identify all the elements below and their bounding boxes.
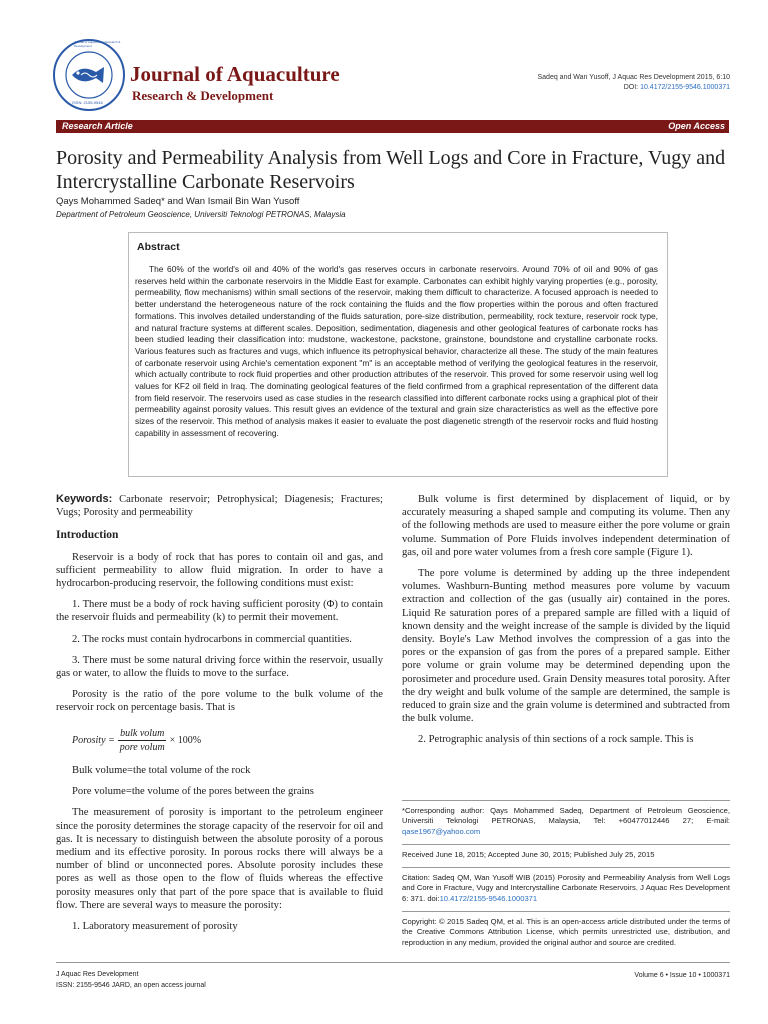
petrographic-analysis-item: 2. Petrographic analysis of thin sections of a rock sample. This is — [418, 734, 694, 746]
footer-volume: Volume 6 • Issue 10 • 1000371 — [634, 972, 730, 979]
formula-fraction — [118, 727, 167, 754]
abstract-heading: Abstract — [137, 241, 180, 253]
pore-volume-definition: Pore volume=the volume of the pores between the grains — [72, 786, 314, 798]
correspondence-block — [402, 800, 730, 955]
citation — [402, 873, 730, 904]
formula-lhs: Porosity = — [72, 734, 115, 746]
header-citation: Sadeq and Wan Yusoff, J Aquac Res Development 2015, 6:10 — [537, 74, 730, 81]
copyright-notice: Copyright: © 2015 Sadeq QM, et al. This is an open-access article distributed under the terms of the Creative Commons Attribution License, which permits unrestricted use, distribution, and reproduction in any medium, provided the original author and source are credited. — [402, 917, 730, 947]
keywords-label: Keywords: — [56, 493, 113, 505]
received-dates: Received June 18, 2015; Accepted June 30, 2015; Published July 25, 2015 — [402, 849, 655, 859]
citation-text: Citation: Sadeq QM, Wan Yusoff WIB (2015) Porosity and Permeability Analysis from Well Logs and Core in Fracture, Vugy and Intercrystalline Carbonate Reservoirs. J Aquac Res Development 6: 371. doi: — [402, 873, 730, 903]
bulk-volume-paragraph: Bulk volume is first determined by displacement of liquid, or by accurately measuring a shaped sample and computing its volume. Then any of the following methods are used to measure either the pore volume or grain volume. Summation of Pore Fluids involves independent determination of gas, oil and pore water volumes from a fresh core sample (Figure 1). — [402, 494, 730, 558]
citation-doi-link[interactable]: 10.4172/2155-9546.1000371 — [439, 893, 538, 903]
article-title: Porosity and Permeability Analysis from Well Logs and Core in Fracture, Vugy and Intercrystalline Carbonate Reservoirs — [56, 147, 726, 193]
bulk-volume-definition: Bulk volume=the total volume of the rock — [72, 765, 251, 777]
article-authors: Qays Mohammed Sadeq* and Wan Ismail Bin Wan Yusoff — [56, 196, 300, 207]
abstract-text: The 60% of the world's oil and 40% of the world's gas reserves occurs in carbonate reservoirs. Around 70% of oil and 90% of gas reserves held within the carbonate reservoirs in the Middle East for example. Carbonates can exhibit highly varying properties (e.g., porosity, permeability, flow mechanisms) within small sections of the reservoir, making them difficult to characterize. A focused approach is needed to better understand the heterogeneous nature of the rock containing the fluids and the flow properties within the porous and often fractured formations. This involves detailed understanding of the fluids saturation, pore-size distribution, permeability, rock texture, reservoir rock type, and natural fracture systems at different scales. Deposition, sedimentation, diagenesis and other geological features of carbonate rocks has been studied leading their classification into: mudstone, wackestone, packstone, grainstone, boundstone and crystalline carbonate rocks. Various features such as fractures and vugs, which influence its petrophysical behavior, characterize all these. The study of the main features of carbonate reservoir using Archie's cementation exponent "m" is an acceptable method of verifying the geological features in the reservoir, which actually contribute to rock fluid properties and other production attributes of the reservoir. This proved for some reservoir using well log values for KF2 oil field in Iraq. The dominating geological features of the field confirmed from a graphical representation of the different data from field reservoir. The reservoirs used as case studies in the research classified into different carbonate rocks using a graphical plot of their permeability against porosity values. This result gives an evidence of the textural and grain size characteristics as well as the effective pore sizes of the reservoir. This method of analysis makes it easier to evaluate the post diagenetic strength of the reservoir rocks and fluid hosting capability in assessment of recovering. — [135, 264, 658, 438]
header-doi — [624, 84, 730, 91]
intro-condition-1: 1. There must be a body of rock having sufficient porosity (Φ) to contain the reservoir fluids and permeability (k) to permit their movement. — [56, 599, 383, 624]
dates-divider — [402, 844, 730, 845]
journal-logo — [52, 38, 126, 112]
intro-condition-3: 3. There must be some natural driving force within the reservoir, usually gas or water, to allow the fluids to move to the surface. — [56, 654, 383, 680]
footer-journal: J Aquac Res Development — [56, 971, 139, 978]
left-column — [56, 493, 383, 941]
pore-volume-paragraph: The pore volume is determined by adding up the three independent volumes. Washburn-Bunting method measures pore volume by vacuum extraction and collection of the gas (usually air) contained in the pores. Liquid Re saturation pores of a prepared sample are filled with a liquid of known density and the weight increase of the sample is divided by the liquid density. Boyle's Law Method involves the compression of a gas into the pores or the expansion of gas from the pores of a prepared sample. Either pore volume or grain volume may be determined depending upon the porosimeter and procedure used. Grain Density measures total porosity. After the dry weight and bulk volume of the sample are determined, the sample is reduced to grain size and the grain volume is determined and subtracted from the bulk volume. — [402, 568, 730, 725]
porosity-formula — [72, 727, 383, 754]
logo-issn: ISSN: 2155-9546 — [72, 100, 103, 105]
keywords — [56, 493, 383, 519]
intro-condition-2: 2. The rocks must contain hydrocarbons in commercial quantities. — [72, 633, 352, 645]
header-doi-link[interactable]: 10.4172/2155-9546.1000371 — [640, 84, 730, 91]
citation-divider — [402, 867, 730, 868]
porosity-definition: Porosity is the ratio of the pore volume to the bulk volume of the reservoir rock on percentage basis. That is — [56, 689, 383, 714]
footer-divider — [56, 962, 730, 963]
article-type-banner — [56, 120, 729, 133]
footer-issn: ISSN: 2155-9546 JARD, an open access journal — [56, 982, 206, 989]
right-column — [402, 493, 730, 755]
article-department: Department of Petroleum Geoscience, Universiti Teknologi PETRONAS, Malaysia — [56, 210, 346, 219]
porosity-importance-paragraph: The measurement of porosity is important to the petroleum engineer since the porosity determines the storage capacity of the reservoir for oil and gas. It is necessary to distinguish between the absolute porosity of a porous medium and its effective porosity. In porous rocks there will always be a number of blind or unconnected pores. Absolute porosity includes these pores as well as those open to the flow of fluids whereas the effective porosity measures only that part of the pore space that is available to fluid flow. There are several ways to measure the porosity: — [56, 807, 383, 911]
author-email-link[interactable]: qase1967@yahoo.com — [402, 826, 481, 836]
logo-ring-text: Journal of Aquaculture Research & Development — [74, 40, 121, 48]
header-doi-label: DOI: — [623, 84, 639, 91]
formula-numerator: bulk volum — [118, 727, 166, 741]
formula-rhs: × 100% — [169, 734, 202, 746]
keywords-text: Carbonate reservoir; Petrophysical; Diagenesis; Fractures; Vugs; Porosity and permeability — [56, 494, 383, 519]
corresponding-author — [402, 806, 730, 837]
copyright-divider — [402, 911, 730, 912]
intro-paragraph: Reservoir is a body of rock that has pores to contain oil and gas, and sufficient permeability to allow fluid migration. In order to have a hydrocarbon-producing reservoir, the following conditions must exist: — [56, 551, 383, 590]
abstract-box — [128, 232, 668, 477]
formula-denominator: pore volum — [119, 741, 165, 753]
journal-title: Journal of Aquaculture — [130, 62, 340, 86]
lab-measurement-item: 1. Laboratory measurement of porosity — [72, 921, 238, 933]
open-access-label: Open Access — [668, 121, 725, 131]
article-type: Research Article — [62, 121, 133, 131]
introduction-heading: Introduction — [56, 529, 119, 542]
correspondence-divider — [402, 800, 730, 801]
journal-subtitle: Research & Development — [132, 88, 274, 103]
corresponding-author-text: *Corresponding author: Qays Mohammed Sadeq, Department of Petroleum Geoscience, Universiti Teknologi PETRONAS, Malaysia, Tel: +60477012446 27; E-mail: — [402, 806, 730, 826]
